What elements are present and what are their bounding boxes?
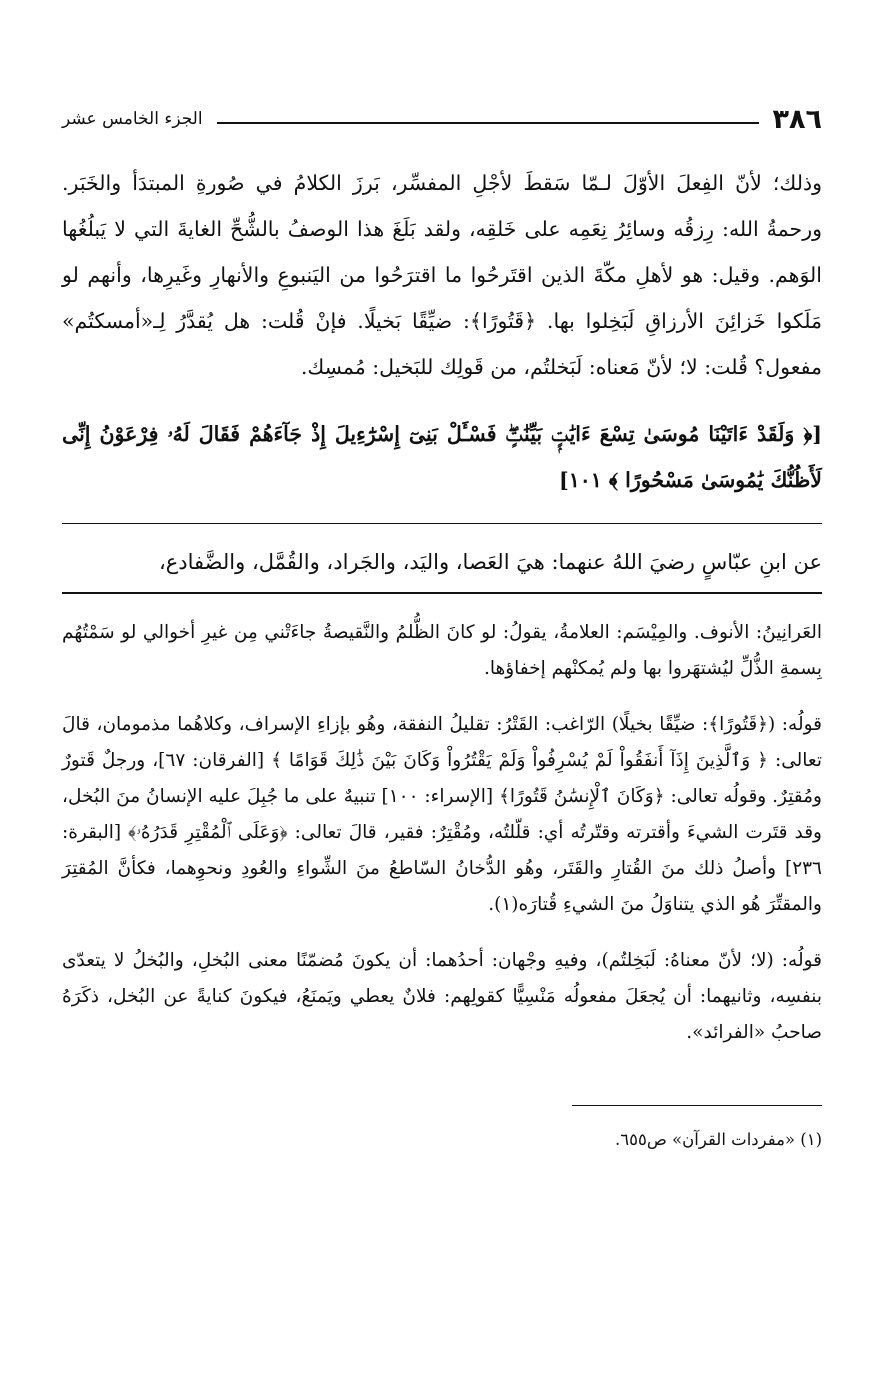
gloss-paragraph-1: العَرانِينُ: الأنوف. والمِيْسَم: العلامةُ، يقولُ: لو كانَ الظُّلمُ والنَّقيصةُ جاءَتْني مِن غيرِ أخوالي لو سَمْتُهُم بِسمةِ الذُّلِّ ليُشتهَروا بها ولم يُمكنْهم إخفاؤها. — [62, 622, 822, 679]
gloss-paragraph-2: قولُه: (﴿قَتُورًا﴾: ضيِّقًا بخيلًا) الرّاغب: القَتْرُ: تقليلُ النفقة، وهُو بإزاءِ الإسراف، وكلاهُما مذمومان، قالَ تعالى: ﴿ وَٱلَّذِينَ إِذَآ أَنفَقُواْ لَمْ يُسْرِفُواْ وَلَمْ يَقْتُرُواْ وَكَانَ بَيْنَ ذَٰلِكَ قَوَامًا ﴾ [الفرقان: ٦٧]، ورجلٌ قَتورٌ ومُقتِرٌ. وقولُه تعالى: ﴿وَكَانَ ٱلْإِنسَٰنُ قَتُورًا﴾ [الإسراء: ١٠٠] تنبيهٌ على ما جُبِلَ عليه الإنسانُ منَ البُخل، وقد قتَرت الشيءَ وأقترته وقتّرتُه أي: قلّلتُه، ومُقْتِرٌ: فقير، قالَ تعالى: ﴿وَعَلَى ٱلْمُقْتِرِ قَدَرُهُۥ﴾ [البقرة: ٢٣٦] وأصلُ ذلك منَ القُتارِ والقَتَر، وهُو الدُّخانُ السّاطعُ منَ الشِّواءِ والعُودِ ونحوِهما، فكأنَّ المُقتِرَ والمقتِّرَ هُو الذي يتناوَلُ منَ الشيءِ قُتارَه(١). — [61, 714, 822, 915]
part-title: الجزء الخامس عشر — [62, 109, 203, 129]
document-page — [62, 96, 822, 1171]
footnote: (١) «مفردات القرآن» ص٦٥٥. — [615, 1130, 822, 1149]
page-number: ٣٨٦ — [772, 103, 822, 135]
gloss-paragraph-3: قولُه: (لا؛ لأنّ معناهُ: لَبَخِلتُم)، وفيهِ وجْهان: أحدُهما: أن يكونَ مُضمّنًا معنى البُخلِ، والبُخلُ لا يتعدّى بنفسِه، وثانيهما: أن يُجعَلَ مفعولُه مَنْسِيًّا كقولِهم: فلانٌ يعطي ويَمنَعُ، فيكونَ كنايةً عن البُخل، ذكَرَهُ صاحبُ «الفرائد». — [62, 950, 822, 1043]
section-divider — [62, 523, 822, 524]
page-header — [62, 96, 822, 142]
base-text-line: عن ابنِ عبّاسٍ رضيَ اللهُ عنهما: هيَ العَصا، واليَد، والجَراد، والقُمَّل، والضَّفادع، — [62, 542, 822, 594]
commentary-paragraph: وذلك؛ لأنّ الفِعلَ الأوّلَ لـمّا سَقطَ لأجْلِ المفسِّر، بَرزَ الكلامُ في صُورةِ المبتدَأ والخَبَر. ورحمةُ الله: رِزقُه وسائِرُ نِعَمِه على خَلقِه، ولقد بَلَغَ هذا الوصفُ بالشُّحِّ الغايةَ التي لا يَبلُغُها الوَهم. وقيل: هو لأهلِ مكّةَ الذين اقتَرحُوا ما اقترَحُوا من اليَنبوعِ والأنهارِ وغَيرِها، وأنهم لو مَلَكوا خَزائِنَ الأرزاقِ لَبَخِلوا بها. ﴿قَتُورًا﴾: ضيِّقًا بَخيلًا. فإنْ قُلت: هل يُقدَّرُ لِـ«أمسكتُم» مفعول؟ قُلت: لا؛ لأنّ مَعناه: لَبَخلتُم، من قَولِك للبَخيل: مُمسِك. — [62, 171, 823, 379]
quran-verse: [﴿ وَلَقَدْ ءَاتَيْنَا مُوسَىٰ تِسْعَ ءَايَٰتٍۭ بَيِّنَٰتٍۖ فَسْـَٔلْ بَنِىٓ إِسْرَٰٓءِيلَ إِذْ جَآءَهُمْ فَقَالَ لَهُۥ فِرْعَوْنُ إِنِّى لَأَظُنُّكَ يَٰمُوسَىٰ مَسْحُورًا ﴾ ١٠١] — [62, 421, 822, 492]
header-rule — [217, 122, 759, 124]
footnote-rule — [572, 1105, 822, 1106]
